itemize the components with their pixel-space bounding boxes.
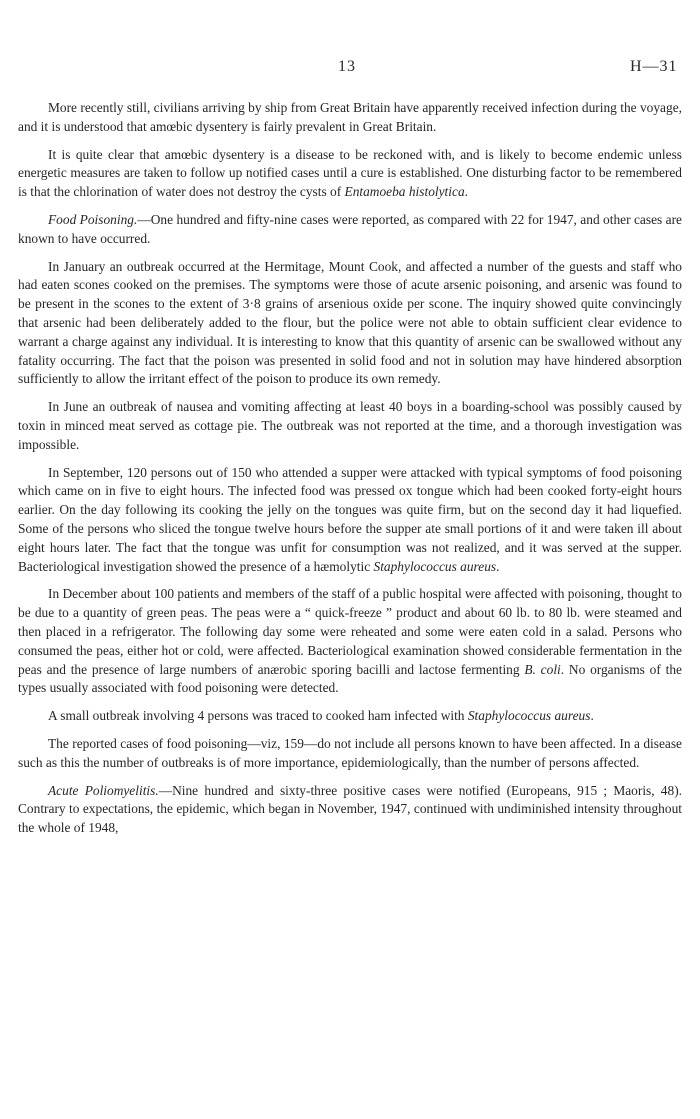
paragraph <box>18 464 682 577</box>
organism-name: Staphylococcus aureus <box>467 708 591 724</box>
section-heading: Acute Poliomyelitis. <box>48 782 159 798</box>
paragraph <box>18 211 682 249</box>
paragraph-text: —One hundred and fifty-nine cases were reported, as compared with 22 for 1947, and other cases are known to have occurred. <box>18 211 682 246</box>
paragraph-text: . <box>464 184 468 200</box>
document-reference: H—31 <box>630 58 678 75</box>
section-heading: Food Poisoning. <box>48 211 138 227</box>
paragraph <box>18 735 682 773</box>
paragraph <box>18 258 682 390</box>
paragraph <box>18 782 682 838</box>
page-header <box>0 58 700 80</box>
paragraph-text: It is quite clear that amœbic dysentery is a disease to be reckoned with, and is likely to become endemic unless energetic measures are taken to follow up notified cases until a cure is established. One disturbing factor to be remembered is that the chlorination of water does not destroy the cysts of <box>18 146 682 200</box>
paragraph-text: In December about 100 patients and members of the staff of a public hospital were affected with poisoning, thought to be due to a quantity of green peas. The peas were a “ quick-freeze ” product and about 60 lb. to 80 lb. were steamed and then placed in a refrigerator. The following day some were reheated and some were eaten cold in a salad. Persons who consumed the peas, either hot or cold, were affected. Bacteriological examination showed considerable fermentation in the peas and the presence of large numbers of anærobic sporing bacilli and lactose fermenting <box>18 586 682 677</box>
paragraph-text: In June an outbreak of nausea and vomiting affecting at least 40 boys in a boarding-school was possibly caused by toxin in minced meat served as cottage pie. The outbreak was not reported at the time, and a thorough investigation was impossible. <box>18 399 682 452</box>
paragraph-text: . <box>496 558 500 574</box>
paragraph <box>18 99 682 137</box>
paragraph-text: A small outbreak involving 4 persons was traced to cooked ham infected with <box>48 708 468 724</box>
paragraph-text: In January an outbreak occurred at the Hermitage, Mount Cook, and affected a number of the guests and staff who had eaten scones cooked on the premises. The symptoms were those of acute arsenic poisoning, and arsenic was found to be present in the scones to the extent of 3·8 grains of arsenious oxide per scone. The inquiry showed quite convincingly that arsenic had been deliberately added to the flour, but the police were not able to obtain sufficient clear evidence to warrant a charge against any individual. It is interesting to know that this quantity of arsenic can be swallowed without any fatality occurring. The fact that the poison was presented in solid food and not in solution may have hindered absorption sufficiently to allow the irritant effect of the poison to produce its own remedy. <box>18 258 682 387</box>
paragraph-text: In September, 120 persons out of 150 who attended a supper were attacked with typical symptoms of food poisoning which came on in five to eight hours. The infected food was pressed ox tongue which had been cooked forty-eight hours earlier. On the day following its cooking the jelly on the tongues was quite firm, but on the second day it had liquefied. Some of the persons who sliced the tongue twelve hours before the supper ate small portions of it and were taken ill about eight hours later. The fact that the tongue was unfit for consumption was not realized, and it was served at the supper. Bacteriological investigation showed the presence of a hæmolytic <box>18 464 682 574</box>
organism-name: Staphylococcus aureus <box>373 558 497 574</box>
paragraph-text: The reported cases of food poisoning—viz, 159—do not include all persons known to have been affected. In a disease such as this the number of outbreaks is of more importance, epidemiologically, than the number of persons affected. <box>18 735 682 770</box>
organism-name: B. coli <box>524 661 561 677</box>
paragraph-text: . <box>590 708 594 724</box>
organism-name: Entamoeba histolytica <box>344 184 465 200</box>
paragraph-text: More recently still, civilians arriving by ship from Great Britain have apparently received infection during the voyage, and it is understood that amœbic dysentery is fairly prevalent in Great Britain. <box>18 100 682 134</box>
paragraph-text: . No organisms of the types usually associated with food poisoning were detected. <box>18 661 682 696</box>
paragraph <box>18 707 682 726</box>
paragraph-text: —Nine hundred and sixty-three positive cases were notified (Europeans, 915 ; Maoris, 48). Contrary to expectations, the epidemic, which began in November, 1947, continued with undiminished intensity throughout the whole of 1948, <box>18 782 683 836</box>
body-text <box>18 99 682 847</box>
paragraph <box>18 585 682 698</box>
paragraph <box>18 398 682 454</box>
page-number: 13 <box>338 58 356 75</box>
paragraph <box>18 146 682 202</box>
